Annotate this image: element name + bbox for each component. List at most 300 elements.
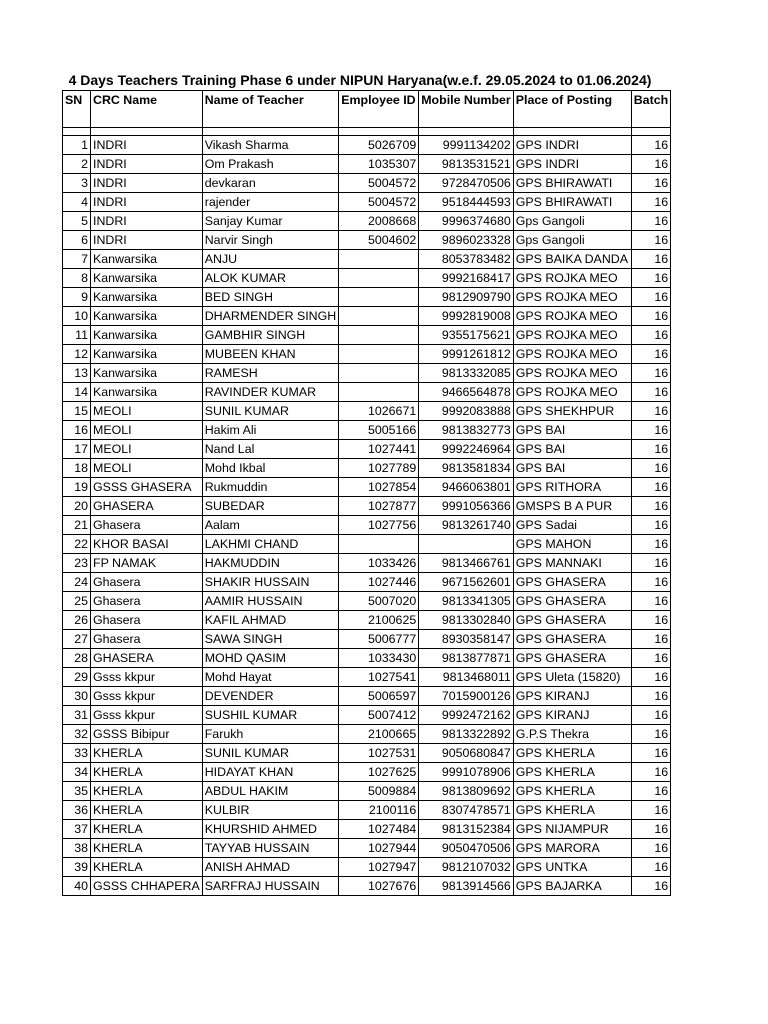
teacher-name-cell: TAYYAB HUSSAIN <box>202 839 339 858</box>
mobile-number-cell: 9518444593 <box>419 193 514 212</box>
employee-id-cell: 5004572 <box>339 193 419 212</box>
batch-cell: 16 <box>631 820 670 839</box>
batch-cell: 16 <box>631 649 670 668</box>
crc-name-cell: GHASERA <box>91 497 203 516</box>
mobile-number-cell: 9992472162 <box>419 706 514 725</box>
table-row <box>63 174 671 193</box>
sn-cell: 26 <box>63 611 91 630</box>
crc-name-cell: GSSS GHASERA <box>91 478 203 497</box>
batch-cell: 16 <box>631 288 670 307</box>
place-of-posting-cell: GPS KIRANJ <box>513 706 631 725</box>
batch-cell: 16 <box>631 763 670 782</box>
teacher-name-cell: ANISH AHMAD <box>202 858 339 877</box>
header-employee-id: Employee ID <box>339 91 419 128</box>
crc-name-cell: Kanwarsika <box>91 307 203 326</box>
teacher-name-cell: Mohd Hayat <box>202 668 339 687</box>
sn-cell: 5 <box>63 212 91 231</box>
crc-name-cell: Kanwarsika <box>91 345 203 364</box>
mobile-number-cell: 9466063801 <box>419 478 514 497</box>
employee-id-cell: 1027877 <box>339 497 419 516</box>
sn-cell: 37 <box>63 820 91 839</box>
crc-name-cell: INDRI <box>91 212 203 231</box>
employee-id-cell: 1027789 <box>339 459 419 478</box>
place-of-posting-cell: GPS GHASERA <box>513 592 631 611</box>
teacher-name-cell: SUSHIL KUMAR <box>202 706 339 725</box>
mobile-number-cell: 9813261740 <box>419 516 514 535</box>
sn-cell: 27 <box>63 630 91 649</box>
teacher-name-cell: Om Prakash <box>202 155 339 174</box>
employee-id-cell: 1027947 <box>339 858 419 877</box>
table-row <box>63 877 671 896</box>
place-of-posting-cell: GPS ROJKA MEO <box>513 364 631 383</box>
sn-cell: 12 <box>63 345 91 364</box>
mobile-number-cell: 9813581834 <box>419 459 514 478</box>
place-of-posting-cell: GPS ROJKA MEO <box>513 269 631 288</box>
employee-id-cell <box>339 288 419 307</box>
teacher-name-cell: AAMIR HUSSAIN <box>202 592 339 611</box>
mobile-number-cell: 9813322892 <box>419 725 514 744</box>
sn-cell: 30 <box>63 687 91 706</box>
teacher-name-cell: SAWA SINGH <box>202 630 339 649</box>
mobile-number-cell: 9466564878 <box>419 383 514 402</box>
place-of-posting-cell: GPS SHEKHPUR <box>513 402 631 421</box>
crc-name-cell: Kanwarsika <box>91 364 203 383</box>
batch-cell: 16 <box>631 174 670 193</box>
employee-id-cell: 1027446 <box>339 573 419 592</box>
place-of-posting-cell: Gps Gangoli <box>513 212 631 231</box>
place-of-posting-cell: GPS KIRANJ <box>513 687 631 706</box>
teacher-name-cell: LAKHMI CHAND <box>202 535 339 554</box>
table-row <box>63 383 671 402</box>
sn-cell: 11 <box>63 326 91 345</box>
crc-name-cell: Ghasera <box>91 516 203 535</box>
mobile-number-cell: 9355175621 <box>419 326 514 345</box>
teacher-name-cell: DEVENDER <box>202 687 339 706</box>
mobile-number-cell: 9813531521 <box>419 155 514 174</box>
employee-id-cell: 1027531 <box>339 744 419 763</box>
employee-id-cell: 1027541 <box>339 668 419 687</box>
employee-id-cell: 2100665 <box>339 725 419 744</box>
table-row <box>63 459 671 478</box>
crc-name-cell: KHERLA <box>91 782 203 801</box>
sn-cell: 17 <box>63 440 91 459</box>
sn-cell: 6 <box>63 231 91 250</box>
batch-cell: 16 <box>631 535 670 554</box>
crc-name-cell: Kanwarsika <box>91 288 203 307</box>
spacer-row <box>63 128 671 136</box>
teacher-name-cell: KHURSHID AHMED <box>202 820 339 839</box>
place-of-posting-cell: GPS BAI <box>513 459 631 478</box>
teacher-name-cell: SUBEDAR <box>202 497 339 516</box>
place-of-posting-cell: G.P.S Thekra <box>513 725 631 744</box>
crc-name-cell: FP NAMAK <box>91 554 203 573</box>
place-of-posting-cell: GPS BHIRAWATI <box>513 174 631 193</box>
table-row <box>63 687 671 706</box>
batch-cell: 16 <box>631 839 670 858</box>
batch-cell: 16 <box>631 478 670 497</box>
place-of-posting-cell: Gps Gangoli <box>513 231 631 250</box>
teacher-name-cell: Hakim Ali <box>202 421 339 440</box>
teacher-name-cell: rajender <box>202 193 339 212</box>
table-row <box>63 440 671 459</box>
table-row <box>63 668 671 687</box>
batch-cell: 16 <box>631 744 670 763</box>
mobile-number-cell: 9671562601 <box>419 573 514 592</box>
mobile-number-cell: 9813468011 <box>419 668 514 687</box>
teacher-name-cell: GAMBHIR SINGH <box>202 326 339 345</box>
table-row <box>63 630 671 649</box>
mobile-number-cell: 9896023328 <box>419 231 514 250</box>
place-of-posting-cell: GPS GHASERA <box>513 573 631 592</box>
place-of-posting-cell: GPS GHASERA <box>513 630 631 649</box>
table-row <box>63 478 671 497</box>
sn-cell: 18 <box>63 459 91 478</box>
sn-cell: 33 <box>63 744 91 763</box>
employee-id-cell <box>339 326 419 345</box>
crc-name-cell: Kanwarsika <box>91 326 203 345</box>
table-row <box>63 326 671 345</box>
table-row <box>63 782 671 801</box>
header-crc-name: CRC Name <box>91 91 203 128</box>
table-row <box>63 288 671 307</box>
header-mobile-number: Mobile Number <box>419 91 514 128</box>
batch-cell: 16 <box>631 155 670 174</box>
mobile-number-cell: 9813332085 <box>419 364 514 383</box>
batch-cell: 16 <box>631 516 670 535</box>
place-of-posting-cell: GPS ROJKA MEO <box>513 383 631 402</box>
employee-id-cell: 5026709 <box>339 136 419 155</box>
sn-cell: 24 <box>63 573 91 592</box>
teacher-name-cell: KAFIL AHMAD <box>202 611 339 630</box>
place-of-posting-cell: GPS BAI <box>513 421 631 440</box>
place-of-posting-cell: GPS BHIRAWATI <box>513 193 631 212</box>
crc-name-cell: Ghasera <box>91 573 203 592</box>
sn-cell: 19 <box>63 478 91 497</box>
table-row <box>63 193 671 212</box>
teacher-name-cell: DHARMENDER SINGH <box>202 307 339 326</box>
crc-name-cell: Gsss kkpur <box>91 706 203 725</box>
mobile-number-cell: 9991134202 <box>419 136 514 155</box>
mobile-number-cell: 9991078906 <box>419 763 514 782</box>
table-row <box>63 820 671 839</box>
place-of-posting-cell: GPS INDRI <box>513 136 631 155</box>
batch-cell: 16 <box>631 592 670 611</box>
crc-name-cell: Kanwarsika <box>91 250 203 269</box>
table-row <box>63 839 671 858</box>
batch-cell: 16 <box>631 193 670 212</box>
teacher-name-cell: KULBIR <box>202 801 339 820</box>
mobile-number-cell: 9813466761 <box>419 554 514 573</box>
mobile-number-cell: 8307478571 <box>419 801 514 820</box>
teacher-name-cell: Sanjay Kumar <box>202 212 339 231</box>
mobile-number-cell: 9992246964 <box>419 440 514 459</box>
table-row <box>63 801 671 820</box>
sn-cell: 34 <box>63 763 91 782</box>
place-of-posting-cell: GPS BAI <box>513 440 631 459</box>
sn-cell: 21 <box>63 516 91 535</box>
employee-id-cell: 5006777 <box>339 630 419 649</box>
mobile-number-cell: 9992083888 <box>419 402 514 421</box>
table-row <box>63 402 671 421</box>
teacher-name-cell: RAMESH <box>202 364 339 383</box>
crc-name-cell: INDRI <box>91 155 203 174</box>
mobile-number-cell: 9813809692 <box>419 782 514 801</box>
document-title: 4 Days Teachers Training Phase 6 under NIPUN Haryana(w.e.f. 29.05.2024 to 01.06.2024) <box>68 72 652 88</box>
sn-cell: 32 <box>63 725 91 744</box>
crc-name-cell: GSSS CHHAPERA <box>91 877 203 896</box>
sn-cell: 15 <box>63 402 91 421</box>
crc-name-cell: Gsss kkpur <box>91 687 203 706</box>
table-row <box>63 421 671 440</box>
sn-cell: 25 <box>63 592 91 611</box>
header-sn: SN <box>63 91 91 128</box>
place-of-posting-cell: GPS BAIKA DANDA <box>513 250 631 269</box>
place-of-posting-cell: GPS ROJKA MEO <box>513 288 631 307</box>
mobile-number-cell: 9813877871 <box>419 649 514 668</box>
mobile-number-cell: 8930358147 <box>419 630 514 649</box>
employee-id-cell: 5004572 <box>339 174 419 193</box>
crc-name-cell: Kanwarsika <box>91 269 203 288</box>
crc-name-cell: MEOLI <box>91 421 203 440</box>
teacher-name-cell: HIDAYAT KHAN <box>202 763 339 782</box>
sn-cell: 38 <box>63 839 91 858</box>
table-row <box>63 573 671 592</box>
crc-name-cell: INDRI <box>91 136 203 155</box>
mobile-number-cell: 9813914566 <box>419 877 514 896</box>
crc-name-cell: GHASERA <box>91 649 203 668</box>
employee-id-cell: 2100116 <box>339 801 419 820</box>
mobile-number-cell: 9992819008 <box>419 307 514 326</box>
crc-name-cell: KHERLA <box>91 763 203 782</box>
table-row <box>63 744 671 763</box>
employee-id-cell: 1026671 <box>339 402 419 421</box>
table-row <box>63 649 671 668</box>
sn-cell: 20 <box>63 497 91 516</box>
employee-id-cell: 1033430 <box>339 649 419 668</box>
batch-cell: 16 <box>631 554 670 573</box>
crc-name-cell: Ghasera <box>91 611 203 630</box>
place-of-posting-cell: GPS KHERLA <box>513 782 631 801</box>
teacher-name-cell: SUNIL KUMAR <box>202 402 339 421</box>
table-row <box>63 535 671 554</box>
batch-cell: 16 <box>631 383 670 402</box>
place-of-posting-cell: GMSPS B A PUR <box>513 497 631 516</box>
mobile-number-cell: 9813152384 <box>419 820 514 839</box>
teacher-name-cell: Vikash Sharma <box>202 136 339 155</box>
mobile-number-cell: 9728470506 <box>419 174 514 193</box>
employee-id-cell: 1027756 <box>339 516 419 535</box>
batch-cell: 16 <box>631 611 670 630</box>
batch-cell: 16 <box>631 459 670 478</box>
sn-cell: 7 <box>63 250 91 269</box>
table-row <box>63 858 671 877</box>
place-of-posting-cell: GPS ROJKA MEO <box>513 326 631 345</box>
batch-cell: 16 <box>631 668 670 687</box>
teacher-name-cell: Aalam <box>202 516 339 535</box>
employee-id-cell: 5005166 <box>339 421 419 440</box>
batch-cell: 16 <box>631 858 670 877</box>
table-row <box>63 725 671 744</box>
teacher-name-cell: RAVINDER KUMAR <box>202 383 339 402</box>
batch-cell: 16 <box>631 782 670 801</box>
batch-cell: 16 <box>631 269 670 288</box>
mobile-number-cell: 9991261812 <box>419 345 514 364</box>
crc-name-cell: KHOR BASAI <box>91 535 203 554</box>
employee-id-cell <box>339 383 419 402</box>
crc-name-cell: KHERLA <box>91 820 203 839</box>
employee-id-cell: 1035307 <box>339 155 419 174</box>
table-row <box>63 497 671 516</box>
header-batch: Batch <box>631 91 670 128</box>
batch-cell: 16 <box>631 326 670 345</box>
table-row <box>63 516 671 535</box>
mobile-number-cell: 9812909790 <box>419 288 514 307</box>
table-row <box>63 269 671 288</box>
crc-name-cell: Gsss kkpur <box>91 668 203 687</box>
table-row <box>63 155 671 174</box>
crc-name-cell: KHERLA <box>91 839 203 858</box>
crc-name-cell: MEOLI <box>91 459 203 478</box>
mobile-number-cell: 7015900126 <box>419 687 514 706</box>
table-row <box>63 706 671 725</box>
employee-id-cell: 5007020 <box>339 592 419 611</box>
teacher-name-cell: BED SINGH <box>202 288 339 307</box>
table-row <box>63 345 671 364</box>
batch-cell: 16 <box>631 573 670 592</box>
crc-name-cell: MEOLI <box>91 440 203 459</box>
sn-cell: 39 <box>63 858 91 877</box>
employee-id-cell: 1027625 <box>339 763 419 782</box>
sn-cell: 1 <box>63 136 91 155</box>
teacher-name-cell: ANJU <box>202 250 339 269</box>
crc-name-cell: Kanwarsika <box>91 383 203 402</box>
crc-name-cell: GSSS Bibipur <box>91 725 203 744</box>
training-table <box>62 90 671 896</box>
batch-cell: 16 <box>631 364 670 383</box>
employee-id-cell <box>339 269 419 288</box>
mobile-number-cell: 9991056366 <box>419 497 514 516</box>
mobile-number-cell: 9813302840 <box>419 611 514 630</box>
teacher-name-cell: devkaran <box>202 174 339 193</box>
employee-id-cell <box>339 345 419 364</box>
employee-id-cell: 1027854 <box>339 478 419 497</box>
mobile-number-cell: 8053783482 <box>419 250 514 269</box>
place-of-posting-cell: GPS ROJKA MEO <box>513 345 631 364</box>
crc-name-cell: Ghasera <box>91 630 203 649</box>
crc-name-cell: MEOLI <box>91 402 203 421</box>
place-of-posting-cell: GPS GHASERA <box>513 611 631 630</box>
employee-id-cell <box>339 250 419 269</box>
crc-name-cell: KHERLA <box>91 744 203 763</box>
batch-cell: 16 <box>631 630 670 649</box>
sn-cell: 8 <box>63 269 91 288</box>
employee-id-cell: 1033426 <box>339 554 419 573</box>
place-of-posting-cell: GPS UNTKA <box>513 858 631 877</box>
mobile-number-cell: 9992168417 <box>419 269 514 288</box>
table-row <box>63 554 671 573</box>
employee-id-cell <box>339 535 419 554</box>
sn-cell: 40 <box>63 877 91 896</box>
sn-cell: 16 <box>63 421 91 440</box>
batch-cell: 16 <box>631 136 670 155</box>
employee-id-cell: 5006597 <box>339 687 419 706</box>
sn-cell: 36 <box>63 801 91 820</box>
crc-name-cell: INDRI <box>91 193 203 212</box>
table-row <box>63 136 671 155</box>
batch-cell: 16 <box>631 706 670 725</box>
teacher-name-cell: MOHD QASIM <box>202 649 339 668</box>
mobile-number-cell: 9050680847 <box>419 744 514 763</box>
batch-cell: 16 <box>631 212 670 231</box>
teacher-name-cell: Rukmuddin <box>202 478 339 497</box>
employee-id-cell: 5004602 <box>339 231 419 250</box>
batch-cell: 16 <box>631 687 670 706</box>
place-of-posting-cell: GPS RITHORA <box>513 478 631 497</box>
batch-cell: 16 <box>631 440 670 459</box>
employee-id-cell: 5009884 <box>339 782 419 801</box>
place-of-posting-cell: GPS KHERLA <box>513 763 631 782</box>
table-row <box>63 250 671 269</box>
mobile-number-cell: 9812107032 <box>419 858 514 877</box>
batch-cell: 16 <box>631 307 670 326</box>
sn-cell: 9 <box>63 288 91 307</box>
mobile-number-cell: 9050470506 <box>419 839 514 858</box>
sn-cell: 23 <box>63 554 91 573</box>
teacher-name-cell: MUBEEN KHAN <box>202 345 339 364</box>
batch-cell: 16 <box>631 421 670 440</box>
table-row <box>63 592 671 611</box>
employee-id-cell: 5007412 <box>339 706 419 725</box>
crc-name-cell: KHERLA <box>91 858 203 877</box>
mobile-number-cell <box>419 535 514 554</box>
place-of-posting-cell: GPS MAHON <box>513 535 631 554</box>
teacher-name-cell: Mohd Ikbal <box>202 459 339 478</box>
table-body <box>63 128 671 896</box>
teacher-name-cell: Narvir Singh <box>202 231 339 250</box>
batch-cell: 16 <box>631 250 670 269</box>
teacher-name-cell: ABDUL HAKIM <box>202 782 339 801</box>
sn-cell: 35 <box>63 782 91 801</box>
header-place-of-posting: Place of Posting <box>513 91 631 128</box>
sn-cell: 28 <box>63 649 91 668</box>
teacher-name-cell: SUNIL KUMAR <box>202 744 339 763</box>
batch-cell: 16 <box>631 725 670 744</box>
sn-cell: 29 <box>63 668 91 687</box>
teacher-name-cell: Nand Lal <box>202 440 339 459</box>
mobile-number-cell: 9813832773 <box>419 421 514 440</box>
teacher-name-cell: Farukh <box>202 725 339 744</box>
table-row <box>63 231 671 250</box>
batch-cell: 16 <box>631 497 670 516</box>
place-of-posting-cell: GPS GHASERA <box>513 649 631 668</box>
sn-cell: 13 <box>63 364 91 383</box>
crc-name-cell: INDRI <box>91 174 203 193</box>
employee-id-cell: 2100625 <box>339 611 419 630</box>
employee-id-cell: 1027441 <box>339 440 419 459</box>
table-row <box>63 364 671 383</box>
sn-cell: 3 <box>63 174 91 193</box>
place-of-posting-cell: GPS MARORA <box>513 839 631 858</box>
employee-id-cell: 2008668 <box>339 212 419 231</box>
place-of-posting-cell: GPS Sadai <box>513 516 631 535</box>
sn-cell: 2 <box>63 155 91 174</box>
teacher-name-cell: SHAKIR HUSSAIN <box>202 573 339 592</box>
table-row <box>63 307 671 326</box>
place-of-posting-cell: GPS ROJKA MEO <box>513 307 631 326</box>
sn-cell: 31 <box>63 706 91 725</box>
place-of-posting-cell: GPS NIJAMPUR <box>513 820 631 839</box>
place-of-posting-cell: GPS BAJARKA <box>513 877 631 896</box>
